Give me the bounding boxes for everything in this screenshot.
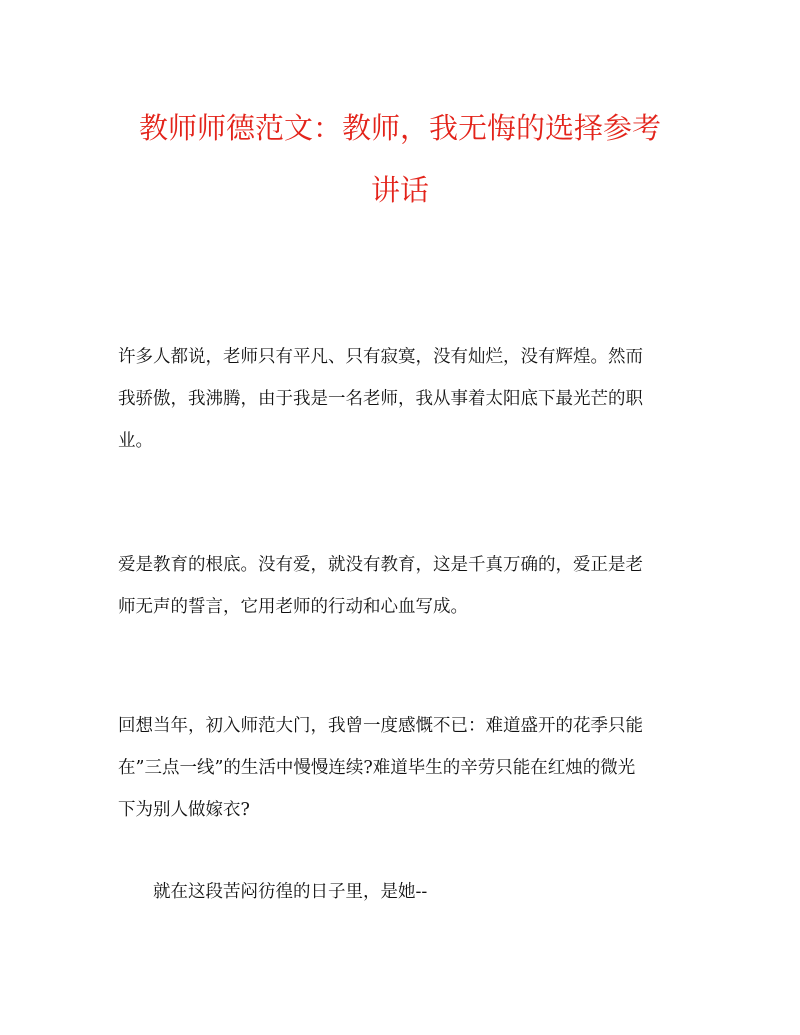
paragraph-4: [153, 871, 733, 913]
paragraph-1-line-2: 我骄傲，我沸腾，由于我是一名老师，我从事着太阳底下最光芒的职: [118, 389, 643, 409]
paragraph-4-line-1: 就在这段苦闷彷徨的日子里，是她--: [153, 882, 428, 902]
paragraph-1: [118, 336, 698, 462]
paragraph-2-line-2: 师无声的誓言，它用老师的行动和心血写成。: [118, 597, 468, 617]
paragraph-3-line-2: 在”三点一线”的生活中慢慢连续?难道毕生的辛劳只能在红烛的微光: [118, 758, 636, 778]
paragraph-1-line-1: 许多人都说，老师只有平凡、只有寂寞，没有灿烂，没有辉煌。然而: [118, 347, 643, 367]
document-title-line-1: 教师师德范文：教师，我无悔的选择参考: [138, 111, 661, 145]
document-title-line-2: 讲话: [370, 173, 429, 207]
paragraph-2: [118, 544, 698, 628]
paragraph-2-line-1: 爱是教育的根底。没有爱，就没有教育，这是千真万确的，爱正是老: [118, 555, 643, 575]
paragraph-3-line-1: 回想当年，初入师范大门，我曾一度感慨不已：难道盛开的花季只能: [118, 716, 643, 736]
paragraph-3: [118, 705, 698, 831]
paragraph-1-line-3: 业。: [118, 431, 153, 451]
paragraph-3-line-3: 下为别人做嫁衣?: [118, 800, 250, 820]
